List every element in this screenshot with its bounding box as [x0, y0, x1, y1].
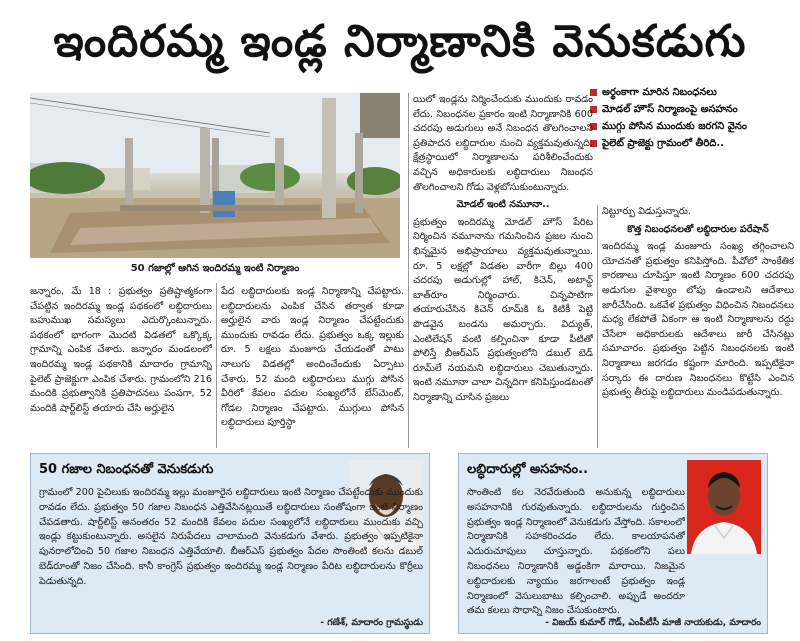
article-column-2 — [221, 285, 404, 447]
headline-bar — [0, 0, 800, 86]
article-paragraph: పేద లబ్ధిదారులకు ఇండ్ల నిర్మాణాన్ని చేపట్టారు. లబ్ధిదారులను ఎంపిక చేసిన తర్వాత కూడా అర్హులైన వారు ఇండ్ల నిర్మాణం చేపట్టేందుకు ముందుకు రావడం లేదు. ప్రభుత్వం ఒక్క ఇల్లుకు రూ. 5 లక్షలు మంజూరు చేయడంతో పాటు నాలుగు విడతల్లో అందించేందుకు ఏర్పాటు చేశారు. 52 మంది లబ్ధిదారులు ముగ్గు పోసిన వీరిలో కేవలం పదుల సంఖ్యలోనే బేస్‌మెంట్, గోడల నిర్మాణం చేపట్టారు. ముగ్గులు పోసిన లబ్ధిదారులు పూర్తిస్థా — [221, 286, 404, 429]
article-subheading: కొత్త నిబంధనలతో లబ్ధిదారుల పరేషాన్ — [627, 223, 769, 235]
article-paragraph: నిట్టూర్పు విడుస్తున్నారు. — [602, 206, 691, 217]
highlight-text: పైలెట్ ప్రాజెక్టు గ్రామంలో తీరిది.. — [602, 138, 724, 149]
article-paragraph: ఇందిరమ్మ ఇండ్ల మంజూరు సంఖ్య తగ్గించాలని యోచనతో ప్రభుత్వం కనిపిస్తోంది. పీవోలో సాంకేతిక కారణాలు చూపిస్తూ ఇంటి నిర్మాణం 600 చదరపు అడుగుల వైశాల్యం లోపు ఉండాలని ఆదేశాలు జారీచేసింది. ఒకవేళ ప్రభుత్వం విధించిన నిబంధనలు మధ్య లేకపోతే ఏకంగా ఆ ఇంటి నిర్మాణాలను రద్దు చేసేలా అధికారులకు ఆదేశాలు జారీ చేసినట్లు సమాచారం. ప్రభుత్వం పెట్టిన నిబంధనలకు ఇంటి నిర్మాణాలు జరగడం కష్టంగా మారింది. ఇప్పటికైనా సర్కారు ఈ దారుణ నిబంధనలు కొట్టేసి ఎంచిన ప్రభుత్వ తీరుపై లబ్ధిదారులు మండిపడుతున్నారు. — [602, 241, 794, 399]
column-divider — [216, 283, 217, 448]
person-photo — [687, 460, 761, 554]
quote-box-left — [30, 453, 430, 634]
quote-body: సొంతింటి కల నెరవేరుతుంది అనుకున్న లబ్ధిదారులు అసహనానికి గురవుతున్నారు. లబ్ధిదారులను గుర్తించిన ప్రభుత్వం ఇండ్ల నిర్మాణంలో వెనుకడుగు వేస్తోంది. సకాలంలో నిర్మాణానికి సహకరించడం లేదు. కాలయాపనతో ఎదురుచూపులు చూస్తున్నారు. పథకంలోని పలు నిబంధనలు నిర్మాణానికి అడ్డంకిగా మారాయి. నిజమైన లబ్ధిదారులకు న్యాయం జరగాలంటే ప్రభుత్వం ఇండ్ల నిర్మాణంలో వెసులుబాటు కల్పించాలి. అప్పుడే అందరూ తమ కలలు సొధాన్ని నిజం చేసుకుంటారు. — [467, 487, 685, 616]
highlight-item — [590, 120, 795, 133]
article-subheading: మోడల్ ఇంటి నమూనా.. — [456, 199, 550, 211]
highlight-text: ముగ్గు పోసిన ముందుకు జరగని వైనం — [602, 121, 747, 132]
highlight-text: అర్థంకాగా మారిన నిబంధనలు — [602, 87, 717, 98]
quote-heading: 50 గజాల నిబంధనతో వెనుకడుగు — [39, 462, 214, 477]
quote-attribution: - విజయ్ కుమార్ గౌడ్, ఎంపీటీసీ మాజీ నాయకుడు, మాదారం — [545, 618, 761, 628]
article-column-3 — [413, 93, 593, 447]
construction-photo — [30, 93, 400, 258]
quote-attribution: - గణేశ్, మాదారం గ్రామస్థుడు — [320, 618, 423, 628]
quote-box-right — [458, 453, 768, 634]
article-column-4 — [602, 205, 794, 447]
column-divider — [408, 93, 409, 448]
highlights-list — [590, 86, 795, 201]
article-paragraph: జన్నారం, మే 18 : ప్రభుత్వం ప్రతిష్టాత్మకంగా చేపట్టిన ఇందిరమ్మ ఇండ్ల పథకంలో లబ్ధిదారులు బహుముఖ సమస్యలు ఎదుర్కొంటున్నారు. పథకంలో భాగంగా మొదటి విడతలో ఒక్కొక్క గ్రామాన్ని ఎంపిక చేశారు. జన్నారం మండలంలో ఇందిరమ్మ ఇండ్ల పథకానికి మాదారం గ్రామాన్ని పైలెట్ ప్రాజెక్టుగా ఎంపిక చేశారు. గ్రామంలోని 216 మందికి ప్రభుత్వానికి ప్రతిపాదనలు పంపగా, 52 మందికి షార్ట్‌లిస్ట్ తయారు చేసి అర్హులైన — [30, 286, 212, 414]
highlight-text: మోడల్ హౌస్ నిర్మాణంపై అసహనం — [602, 104, 738, 115]
highlight-item — [590, 137, 795, 150]
article-paragraph: యిలో ఇండ్లను నిర్మించేందుకు ముందుకు రావడం లేదు. నిబంధనల ప్రకారం ఇంటి నిర్మాణానికి 600 చదరపు అడుగులు అనే నిబంధన తొలగించాలని ప్రతిపాదన లబ్ధిదారుల నుంచి వ్యక్తమవుతున్నది. క్షేత్రస్థాయిలో నిర్మాణాలను పరిశీలించేందుకు వచ్చిన అధికారులకు లబ్ధిదారులు నిబంధన తొలగించాలని గోడు వెళ్లబోసుకుంటున్నారు. — [413, 94, 593, 193]
page-headline: ఇందిరమ్మ ఇండ్ల నిర్మాణానికి వెనుకడుగు — [53, 16, 747, 67]
quote-body: గ్రామంలో 200 పైచిలుకు ఇందిరమ్మ ఇల్లు మంజూరైన లబ్ధిదారులు ఇంటి నిర్మాణం చేపట్టేందుకు ముందుకు రావడం లేదు. ప్రభుత్వం 50 గజాల నిబంధన ఎత్తివేసినట్లయితే లబ్ధిదారులు సంతోషంగా ఇంటి నిర్మాణం చేపడతారు. షార్ట్‌లిస్ట్ అనంతరం 52 మందికి కేవలం పదుల సంఖ్యలోనే లబ్ధిదారులు ముందుకు వచ్చి ఇండ్లు కట్టుకుంటున్నారు. అసలైన నిరుపేదలు చాలామంది వెనుకడుగు వేశారు. ప్రభుత్వం ఇప్పటికైనా పునరాలోచించి 50 గజాల నిబంధన ఎత్తివేయాలి. బీఆర్ఎస్ ప్రభుత్వం పేదల సొంతింటి కలను డబుల్ బెడ్‌రూంతో నిజం చేసింది. కానీ కాంగ్రెస్ ప్రభుత్వం ఇందిరమ్మ ఇండ్ల నిర్మాణం పేరిట లబ్ధిదారులను కొర్రీలు పెడుతున్నది. — [39, 487, 423, 587]
article-paragraph: ప్రభుత్వం ఇందిరమ్మ మోడల్ హౌస్ పేరిట నిర్మించిన నమూనాను గమనించిన ప్రజల నుంచి భిన్నమైన అభిప్రాయాలు వ్యక్తమవుతున్నాయి. రూ. 5 లక్షల్లో విడతల వారీగా బిల్లు 400 చదరపు అడుగుల్లో హాల్, కిచెన్, అటాచ్డ్ బాత్‌రూం నిర్మించారు. చిన్నపాటిగా తయారుచేసిన కిచెన్ రూమ్‌కి ఓ కిటికీ పెట్టి పొడవైన బండను అమర్చారు. విద్యుత్, ఎంటిలేషన్ వంటి కల్పించినా కూడా పీటితో పోలిస్తే బీఆర్ఎస్ ప్రభుత్వంలోని డబుల్ బెడ్ రూమ్‌లే నయమని లబ్ధిదారులు చెబుతున్నారు. ఇంటి నమూనా చాలా చిన్నదిగా కనిపిస్తుండటంతో నిర్మాణాన్ని చూసిన ప్రజలు — [413, 216, 593, 403]
quote-heading: లబ్ధిదారుల్లో అసహనం.. — [467, 462, 589, 477]
highlight-item — [590, 86, 795, 99]
column-divider — [597, 205, 598, 448]
construction-photo-illustration — [30, 93, 400, 258]
highlight-item — [590, 103, 795, 116]
person-illustration — [687, 460, 761, 554]
article-column-1 — [30, 285, 212, 447]
photo-caption: 50 గజాల్లో ఆగిన ఇందిరమ్మ ఇంటి నిర్మాణం — [130, 263, 300, 274]
